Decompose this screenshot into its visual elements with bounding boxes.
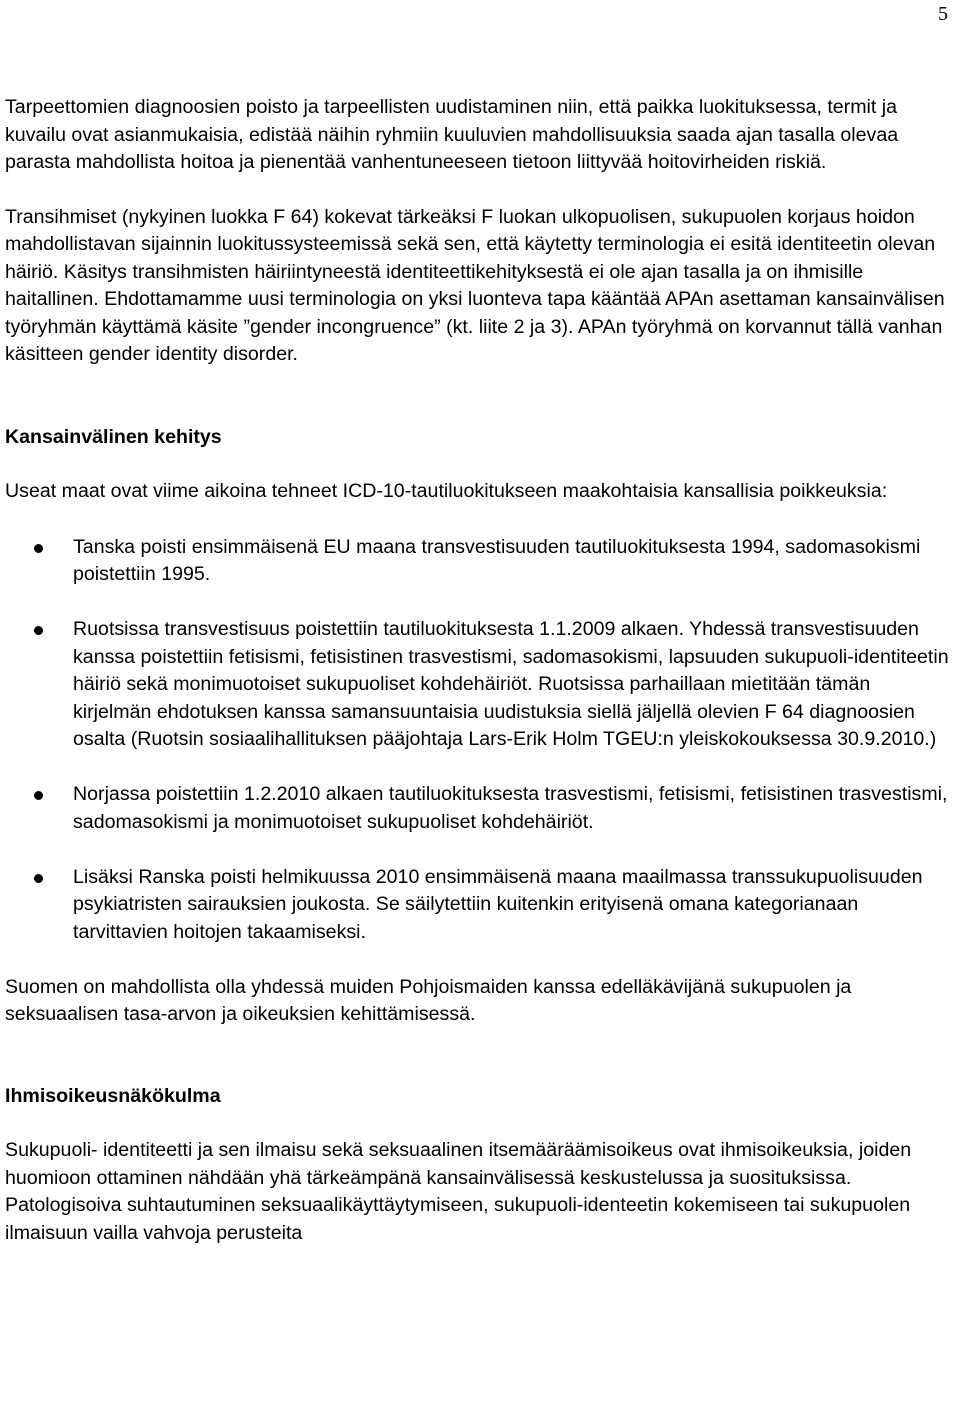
document-body — [5, 94, 953, 1247]
page-number: 5 — [938, 3, 948, 25]
bullet-icon — [34, 874, 43, 883]
section-heading-international: Kansainvälinen kehitys — [5, 425, 222, 448]
list-item-norway — [5, 781, 953, 836]
paragraph-international-intro: Useat maat ovat viime aikoina tehneet ICD-10-tautiluokitukseen maakohtaisia kansallisia poikkeuksia: — [5, 480, 888, 502]
list-item-denmark — [5, 534, 953, 589]
paragraph-finland: Suomen on mahdollista olla yhdessä muiden Pohjoismaiden kanssa edelläkävijänä sukupuolen ja seksuaalisen tasa-arvon ja oikeuksien kehittämisessä. — [5, 975, 852, 1025]
bullet-icon — [34, 791, 43, 800]
section-heading-human-rights: Ihmisoikeusnäkökulma — [5, 1084, 221, 1107]
list-item-text: Tanska poisti ensimmäisenä EU maana transvestisuuden tautiluokituksesta 1994, sadomasokismi poistettiin 1995. — [73, 535, 921, 585]
country-list — [5, 534, 953, 947]
paragraph-human-rights: Sukupuoli- identiteetti ja sen ilmaisu sekä seksuaalinen itsemääräämisoikeus ovat ihmisoikeuksia, joiden huomioon ottaminen nähdään yhä tärkeämpänä kansainvälisessä keskustelussa ja suosituksissa. Patologisoiva suhtautuminen seksuaalikäyttäytymiseen, sukupuoli-identeetin kokemiseen tai sukupuolen ilmaisuun vailla vahvoja perusteita — [5, 1139, 912, 1244]
bullet-icon — [34, 544, 43, 553]
list-item-text: Ruotsissa transvestisuus poistettiin tautiluokituksesta 1.1.2009 alkaen. Yhdessä transvestisuuden kanssa poistettiin fetisismi, fetisistinen trasvestismi, sadomasokismi, lapsuuden sukupuoli-identiteetin häiriö sekä monimuotoiset sukupuoliset kohdehäiriöt. Ruotsissa parhaillaan mietitään tämän kirjelmän ehdotuksen kanssa samansuuntaisia uudistuksia siellä jäljellä olevien F 64 diagnoosien osalta (Ruotsin sosiaalihallituksen pääjohtaja Lars-Erik Holm TGEU:n yleiskokouksessa 30.9.2010.) — [73, 618, 949, 750]
list-item-sweden — [5, 616, 953, 754]
bullet-icon — [34, 626, 43, 635]
list-item-france — [5, 864, 953, 947]
paragraph-transpeople: Transihmiset (nykyinen luokka F 64) kokevat tärkeäksi F luokan ulkopuolisen, sukupuolen korjaus hoidon mahdollistavan sijainnin luokitussysteemissä sekä sen, että käytetty terminologia ei esitä identiteetin olevan häiriö. Käsitys transihmisten häiriintyneestä identiteettikehityksestä ei ole ajan tasalla ja on ihmisille haitallinen. Ehdottamamme uusi terminologia on yksi luonteva tapa kääntää APAn asettaman kansainvälisen työryhmän käyttämä käsite ”gender incongruence” (kt. liite 2 ja 3). APAn työryhmä on korvannut tällä vanhan käsitteen gender identity disorder. — [5, 205, 945, 365]
list-item-text: Norjassa poistettiin 1.2.2010 alkaen tautiluokituksesta trasvestismi, fetisismi, fetisistinen trasvestismi, sadomasokismi ja monimuotoiset sukupuoliset kohdehäiriöt. — [73, 783, 948, 833]
list-item-text: Lisäksi Ranska poisti helmikuussa 2010 ensimmäisenä maana maailmassa transsukupuolisuuden psykiatristen sairauksien joukosta. Se säilytettiin kuitenkin erityisenä omana kategorianaan tarvittavien hoitojen takaamiseksi. — [73, 865, 923, 943]
paragraph-diagnoses: Tarpeettomien diagnoosien poisto ja tarpeellisten uudistaminen niin, että paikka luokituksessa, termit ja kuvailu ovat asianmukaisia, edistää näihin ryhmiin kuuluvien mahdollisuuksia saada ajan tasalla olevaa parasta mahdollista hoitoa ja pienentää vanhentuneeseen tietoon liittyvää hoitovirheiden riskiä. — [5, 96, 899, 173]
